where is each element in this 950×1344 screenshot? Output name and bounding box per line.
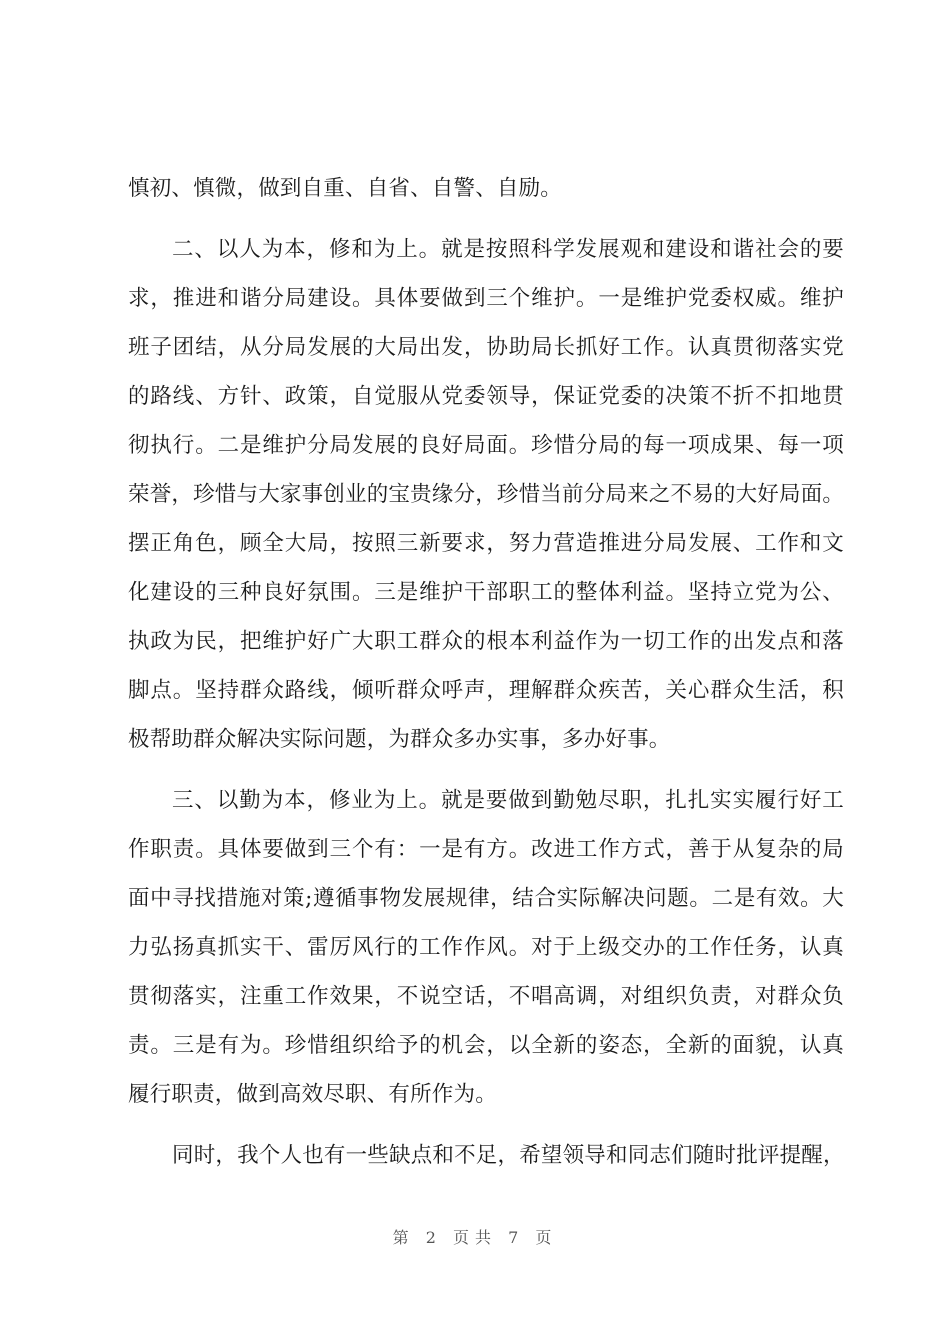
paragraph-first-line: 同时，我个人也有一些缺点和不足，希望领导和同志们随时批评提醒， bbox=[172, 1143, 845, 1168]
text-line: 慎初、慎微，做到自重、自省、自警、自励。 bbox=[128, 176, 563, 201]
text-line: 荣誉，珍惜与大家事创业的宝贵缘分，珍惜当前分局来之不易的大好局面。 bbox=[128, 482, 845, 507]
text-line: 贯彻落实，注重工作效果，不说空话，不唱高调，对组织负责，对群众负 bbox=[128, 984, 844, 1009]
text-line: 作职责。具体要做到三个有：一是有方。改进工作方式，善于从复杂的局 bbox=[128, 837, 844, 862]
paragraph-first-line: 二、以人为本，修和为上。就是按照科学发展观和建设和谐社会的要 bbox=[172, 237, 844, 262]
text-line: 摆正角色，顾全大局，按照三新要求，努力营造推进分局发展、工作和文 bbox=[128, 531, 844, 556]
text-line: 化建设的三种良好氛围。三是维护干部职工的整体利益。坚持立党为公、 bbox=[128, 580, 844, 605]
text-line: 求，推进和谐分局建设。具体要做到三个维护。一是维护党委权威。维护 bbox=[128, 286, 844, 311]
text-line: 的路线、方针、政策，自觉服从党委领导，保证党委的决策不折不扣地贯 bbox=[128, 384, 844, 409]
text-line: 责。三是有为。珍惜组织给予的机会，以全新的姿态，全新的面貌，认真 bbox=[128, 1033, 844, 1058]
text-line: 履行职责，做到高效尽职、有所作为。 bbox=[128, 1082, 497, 1107]
text-line: 脚点。坚持群众路线，倾听群众呼声，理解群众疾苦，关心群众生活，积 bbox=[128, 678, 844, 703]
text-line: 力弘扬真抓实干、雷厉风行的工作作风。对于上级交办的工作任务，认真 bbox=[128, 935, 844, 960]
text-line: 极帮助群众解决实际问题，为群众多办实事，多办好事。 bbox=[128, 727, 671, 752]
text-line: 班子团结，从分局发展的大局出发，协助局长抓好工作。认真贯彻落实党 bbox=[128, 335, 844, 360]
document-body bbox=[128, 164, 844, 1180]
paragraph-first-line: 三、以勤为本，修业为上。就是要做到勤勉尽职，扎扎实实履行好工 bbox=[172, 788, 844, 813]
text-line: 彻执行。二是维护分局发展的良好局面。珍惜分局的每一项成果、每一项 bbox=[128, 433, 844, 458]
page-footer: 第 2 页共 7 页 bbox=[392, 1228, 558, 1247]
text-line: 面中寻找措施对策;遵循事物发展规律，结合实际解决问题。二是有效。大 bbox=[128, 886, 844, 911]
text-line: 执政为民，把维护好广大职工群众的根本利益作为一切工作的出发点和落 bbox=[128, 629, 844, 654]
